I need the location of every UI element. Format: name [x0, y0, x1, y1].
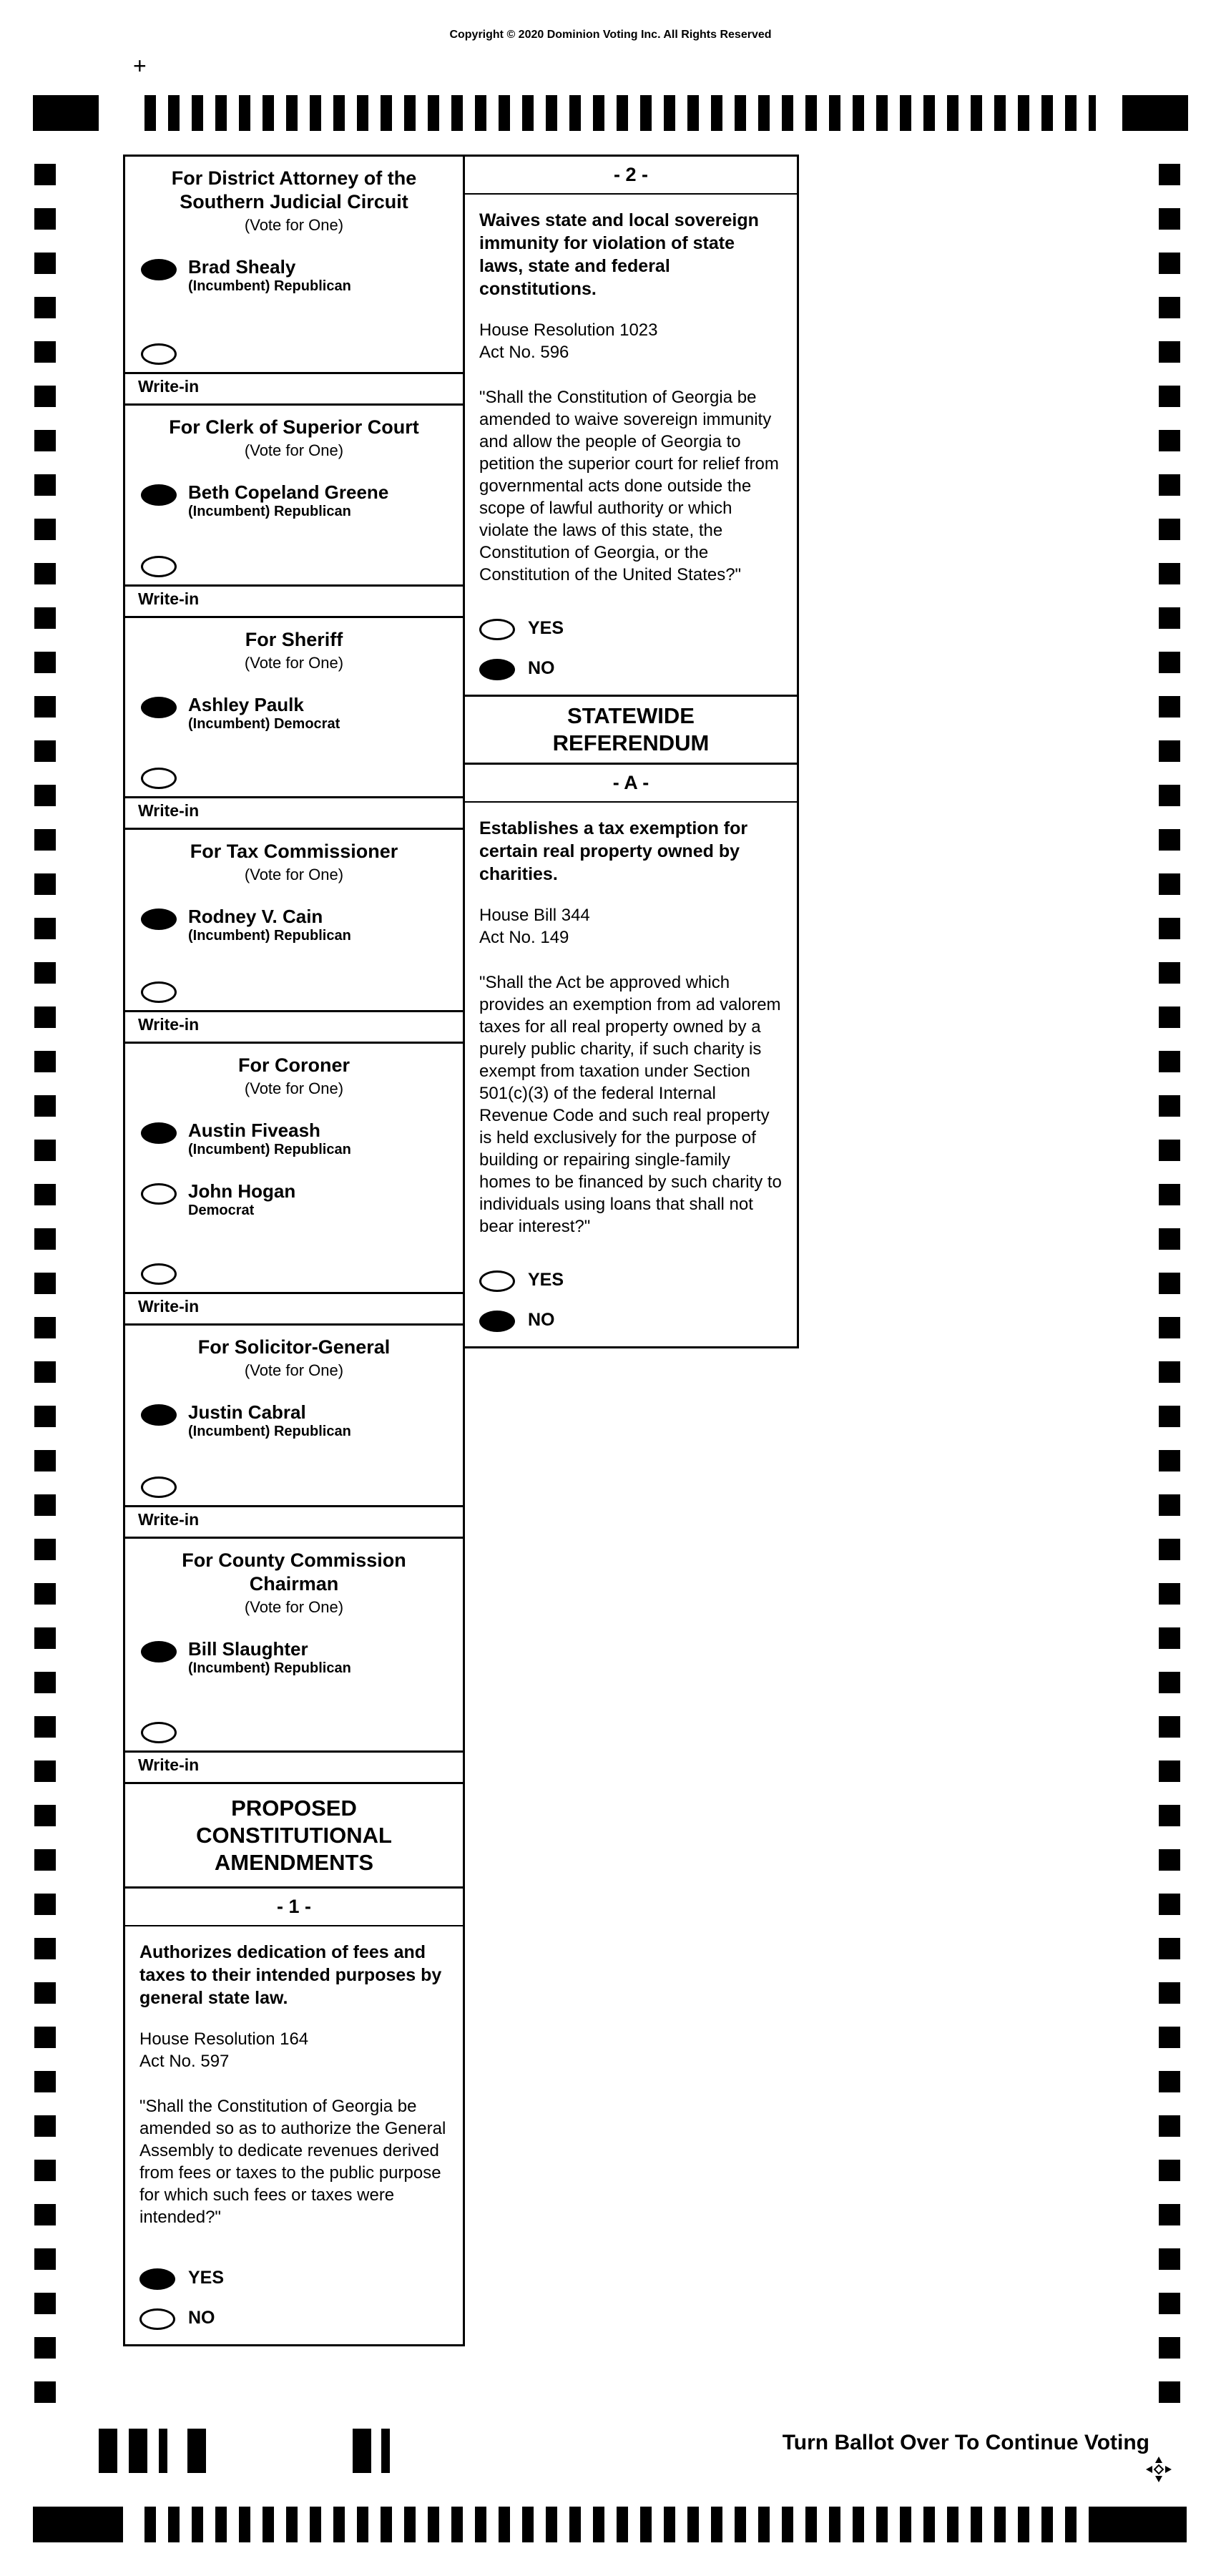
timing-marks-bottom — [144, 2507, 1096, 2542]
vote-for-instruction: (Vote for One) — [244, 1079, 344, 1097]
write-in-section — [125, 537, 463, 616]
no-label: NO — [188, 2307, 215, 2328]
ballot-column-right — [463, 155, 799, 1348]
timing-marks-left — [34, 164, 56, 2409]
candidate-name: John Hogan — [188, 1180, 296, 1202]
measure-references — [479, 904, 783, 949]
write-in-label: Write-in — [138, 1510, 200, 1529]
measure-question: "Shall the Constitution of Georgia be amended to waive sovereign immunity and allow the people of Georgia to petition the superior court for relief from governmental acts done outside the scope of lawful authority or which violate the laws of this state, the Constitution of Georgia, or the Constitution of the United States?" — [479, 388, 779, 584]
contest-title: For Solicitor-General — [197, 1336, 391, 1358]
candidate-row — [141, 1180, 463, 1220]
barcode-mark — [187, 2429, 206, 2473]
measure-choices — [479, 1238, 783, 1332]
write-in-label: Write-in — [138, 377, 200, 396]
candidate-row — [141, 1401, 463, 1441]
candidate-party: (Incumbent) Republican — [188, 278, 351, 294]
contest-title: For Sheriff — [245, 629, 343, 650]
measure-question: "Shall the Constitution of Georgia be amended so as to authorize the General Assembly to dedicate revenues derived from fees or taxes to the public purpose for which such fees or taxes were intended?" — [139, 2097, 446, 2227]
choice-row-yes — [479, 1268, 783, 1292]
candidate-party: (Incumbent) Republican — [188, 504, 351, 519]
choice-row-yes — [139, 2266, 448, 2290]
measure-ref: Act No. 149 — [479, 928, 569, 947]
timing-marks-right — [1159, 164, 1180, 2409]
write-in-section — [125, 749, 463, 828]
barcode-mark — [99, 2429, 117, 2473]
measure-body — [465, 803, 797, 1346]
candidate-row — [141, 906, 463, 945]
no-label: NO — [528, 657, 555, 678]
turn-ballot-over-text: Turn Ballot Over To Continue Voting — [782, 2431, 1149, 2454]
vote-for-instruction: (Vote for One) — [244, 216, 344, 234]
timing-corner-block — [33, 2507, 123, 2542]
contest-box-solicitor-general — [123, 1323, 465, 1539]
vote-for-instruction: (Vote for One) — [244, 441, 344, 459]
candidate-name: Ashley Paulk — [188, 694, 304, 715]
candidate-name: Brad Shealy — [188, 256, 296, 278]
section-header-referendum: STATEWIDE REFERENDUM — [552, 703, 710, 755]
contest-box-coroner — [123, 1042, 465, 1326]
candidate-row — [141, 256, 463, 295]
vote-for-instruction: (Vote for One) — [244, 1598, 344, 1616]
candidate-party: (Incumbent) Republican — [188, 1660, 351, 1676]
measure-number: - 2 - — [465, 157, 797, 195]
candidate-name: Justin Cabral — [188, 1401, 306, 1423]
contest-box-clerk — [123, 403, 465, 618]
ballot-column-left — [123, 155, 465, 2346]
contest-box-sheriff — [123, 616, 465, 830]
vote-for-instruction: (Vote for One) — [244, 1361, 344, 1379]
barcode-mark — [381, 2429, 390, 2473]
write-in-section — [125, 325, 463, 403]
write-in-section — [125, 1458, 463, 1537]
yes-oval[interactable] — [479, 619, 515, 640]
yes-label: YES — [528, 617, 564, 638]
measure-ref: Act No. 596 — [479, 343, 569, 362]
measure-choices — [139, 2235, 448, 2330]
candidate-oval[interactable] — [141, 1404, 177, 1426]
barcode-mark — [129, 2429, 147, 2473]
candidate-party: (Incumbent) Republican — [188, 1424, 351, 1439]
measure-box-amendment-2 — [463, 155, 799, 697]
measure-question: "Shall the Act be approved which provides an exemption from ad valorem taxes for all real property owned by a purely public charity, if such charity is exempt from taxation under Section 501(c)(3) of the federal Internal Revenue Code and such real property is held exclusively for the purpose of building or repairing single-family homes to be financed by such charity to individuals using loans that shall not bear interest?" — [479, 973, 782, 1236]
contest-title: For Clerk of Superior Court — [169, 416, 419, 438]
candidate-name: Bill Slaughter — [188, 1638, 308, 1660]
contest-title: For County Commission Chairman — [182, 1549, 406, 1595]
measure-references — [139, 2028, 448, 2072]
candidate-row — [141, 694, 463, 733]
measure-ref: House Resolution 164 — [139, 2029, 309, 2049]
candidate-party: (Incumbent) Republican — [188, 928, 351, 944]
write-in-section — [125, 1703, 463, 1782]
no-oval[interactable] — [479, 659, 515, 680]
no-oval[interactable] — [139, 2308, 175, 2330]
candidate-party: Democrat — [188, 1203, 255, 1218]
timing-corner-block — [33, 95, 99, 131]
measure-ref: Act No. 597 — [139, 2052, 230, 2071]
candidate-oval[interactable] — [141, 1641, 177, 1662]
barcode-mark — [353, 2429, 371, 2473]
write-in-label: Write-in — [138, 801, 200, 820]
write-in-oval[interactable] — [141, 1476, 177, 1498]
measure-choices — [479, 586, 783, 680]
candidate-oval[interactable] — [141, 259, 177, 280]
write-in-section — [125, 1245, 463, 1323]
measure-summary: Establishes a tax exemption for certain real property owned by charities. — [479, 818, 748, 884]
yes-oval[interactable] — [479, 1270, 515, 1292]
write-in-section — [125, 963, 463, 1042]
candidate-party: (Incumbent) Republican — [188, 1142, 351, 1157]
candidate-name: Beth Copeland Greene — [188, 481, 389, 503]
candidate-oval[interactable] — [141, 697, 177, 718]
candidate-oval[interactable] — [141, 1183, 177, 1205]
timing-corner-block — [1093, 2507, 1187, 2542]
contest-title: For District Attorney of the Southern Judicial Circuit — [171, 167, 417, 212]
write-in-oval[interactable] — [141, 343, 177, 365]
no-label: NO — [528, 1309, 555, 1330]
write-in-oval[interactable] — [141, 1263, 177, 1285]
measure-ref: House Bill 344 — [479, 906, 590, 925]
timing-corner-block — [1122, 95, 1188, 131]
vote-for-instruction: (Vote for One) — [244, 866, 344, 883]
choice-row-yes — [479, 616, 783, 640]
copyright-text: Copyright © 2020 Dominion Voting Inc. All Rights Reserved — [449, 29, 772, 41]
contest-box-commission-chairman — [123, 1537, 465, 1784]
measure-body — [125, 1926, 463, 2344]
registration-plus-mark: + — [133, 53, 147, 79]
candidate-name: Rodney V. Cain — [188, 906, 323, 927]
vote-for-instruction: (Vote for One) — [244, 654, 344, 672]
measure-number: - A - — [465, 765, 797, 803]
choice-row-no — [479, 656, 783, 680]
choice-row-no — [139, 2306, 448, 2330]
yes-label: YES — [528, 1269, 564, 1290]
candidate-oval[interactable] — [141, 484, 177, 506]
barcode-mark — [159, 2429, 167, 2473]
write-in-label: Write-in — [138, 1297, 200, 1316]
measure-references — [479, 319, 783, 363]
contest-box-tax-commissioner — [123, 828, 465, 1044]
candidate-row — [141, 481, 463, 521]
measure-box-referendum-a — [463, 763, 799, 1348]
section-header-box — [463, 695, 799, 765]
measure-summary: Authorizes dedication of fees and taxes to their intended purposes by general state law. — [139, 1942, 442, 2008]
section-header-box — [123, 1782, 465, 1889]
yes-label: YES — [188, 2267, 225, 2288]
candidate-name: Austin Fiveash — [188, 1120, 320, 1141]
yes-oval[interactable] — [139, 2268, 175, 2290]
contest-title: For Coroner — [237, 1054, 350, 1076]
write-in-label: Write-in — [138, 1755, 200, 1774]
choice-row-no — [479, 1308, 783, 1332]
alignment-target-icon — [1144, 2455, 1173, 2484]
section-header-amendments: PROPOSED CONSTITUTIONAL AMENDMENTS — [196, 1795, 392, 1875]
candidate-party: (Incumbent) Democrat — [188, 716, 340, 732]
write-in-label: Write-in — [138, 1015, 200, 1034]
candidate-oval[interactable] — [141, 909, 177, 930]
write-in-oval[interactable] — [141, 768, 177, 789]
write-in-oval[interactable] — [141, 556, 177, 577]
write-in-oval[interactable] — [141, 1722, 177, 1743]
timing-marks-top — [144, 95, 1096, 131]
write-in-label: Write-in — [138, 589, 200, 608]
measure-box-amendment-1 — [123, 1886, 465, 2346]
measure-ref: House Resolution 1023 — [479, 320, 658, 340]
no-oval[interactable] — [479, 1311, 515, 1332]
measure-number: - 1 - — [125, 1889, 463, 1926]
contest-title: For Tax Commissioner — [190, 841, 398, 862]
measure-body — [465, 195, 797, 695]
candidate-oval[interactable] — [141, 1122, 177, 1144]
candidate-row — [141, 1120, 463, 1159]
write-in-oval[interactable] — [141, 981, 177, 1003]
candidate-row — [141, 1638, 463, 1678]
contest-box-district-attorney — [123, 155, 465, 406]
measure-summary: Waives state and local sovereign immunity for violation of state laws, state and federal constitutions. — [479, 210, 759, 299]
